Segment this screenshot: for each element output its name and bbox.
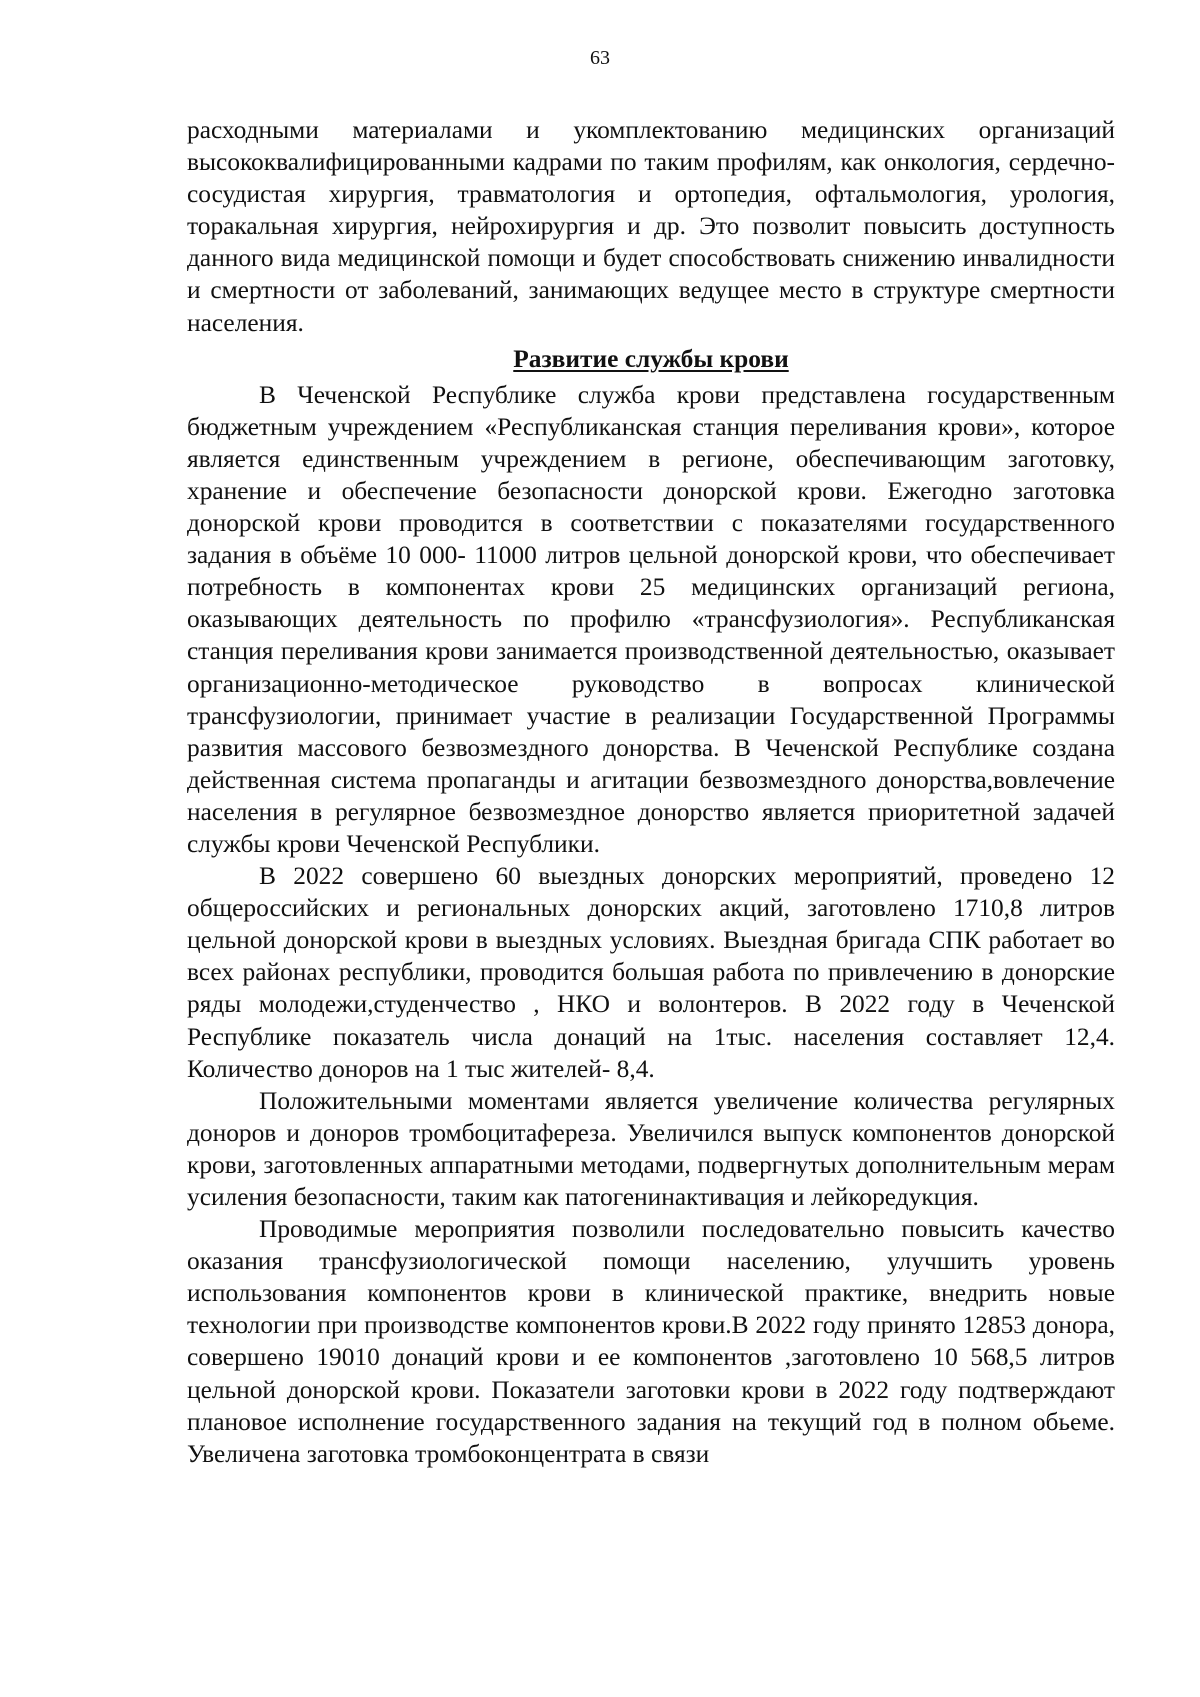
paragraph-blood-service: В Чеченской Республике служба крови представлена государственным бюджетным учреждением «Республиканская станция переливания крови», которое является единственным учреждением в регионе, обеспечивающим заготовку, хранение и обеспечение безопасности донорской крови. Ежегодно заготовка донорской крови проводится в соответствии с показателями государственного задания в объёме 10 000- 11000 литров цельной донорской крови, что обеспечивает потребность в компонентах крови 25 медицинских организаций региона, оказывающих деятельность по профилю «трансфузиология». Республиканская станция переливания крови занимается производственной деятельностью, оказывает организационно-методическое руководство в вопросах клинической трансфузиологии, принимает участие в реализации Государственной Программы развития массового безвозмездного донорства. В Чеченской Республике создана действенная система пропаганды и агитации безвозмездного донорства,вовлечение населения в регулярное безвозмездное донорство является приоритетной задачей службы крови Чеченской Республики.: [187, 380, 1115, 858]
paragraph-measures-results: Проводимые мероприятия позволили последовательно повысить качество оказания трансфузиологической помощи населению, улучшить уровень использования компонентов крови в клинической практике, внедрить новые технологии при производстве компонентов крови.В 2022 году принято 12853 донора, совершено 19010 донаций крови и ее компонентов ,заготовлено 10 568,5 литров цельной донорской крови. Показатели заготовки крови в 2022 году подтверждают плановое исполнение государственного задания на текущий год в полном обьеме. Увеличена заготовка тромбоконцентрата в связи: [187, 1215, 1115, 1468]
page-number: 63: [590, 47, 610, 69]
document-body: [187, 114, 1115, 1470]
paragraph-2022-events: В 2022 совершено 60 выездных донорских мероприятий, проведено 12 общероссийских и региональных донорских акций, заготовлено 1710,8 литров цельной донорской крови в выездных условиях. Выездная бригада СПК работает во всех районах республики, проводится большая работа по привлечению в донорские ряды молодежи,студенчество , НКО и волонтеров. В 2022 году в Чеченской Республике показатель числа донаций на 1тыс. населения составляет 12,4. Количество доноров на 1 тыс жителей- 8,4.: [187, 862, 1115, 1083]
paragraph-intro: расходными материалами и укомплектованию медицинских организаций высококвалифицированными кадрами по таким профилям, как онкология, сердечно-сосудистая хирургия, травматология и ортопедия, офтальмология, урология, торакальная хирургия, нейрохирургия и др. Это позволит повысить доступность данного вида медицинской помощи и будет способствовать снижению инвалидности и смертности от заболеваний, занимающих ведущее место в структуре смертности населения.: [187, 116, 1115, 337]
paragraph-positive-moments: Положительными моментами является увеличение количества регулярных доноров и доноров тромбоцитафереза. Увеличился выпуск компонентов донорской крови, заготовленных аппаратными методами, подвергнутых дополнительным мерам усиления безопасности, таким как патогенинактивация и лейкоредукция.: [187, 1086, 1115, 1211]
section-title: Развитие службы крови: [513, 344, 789, 373]
